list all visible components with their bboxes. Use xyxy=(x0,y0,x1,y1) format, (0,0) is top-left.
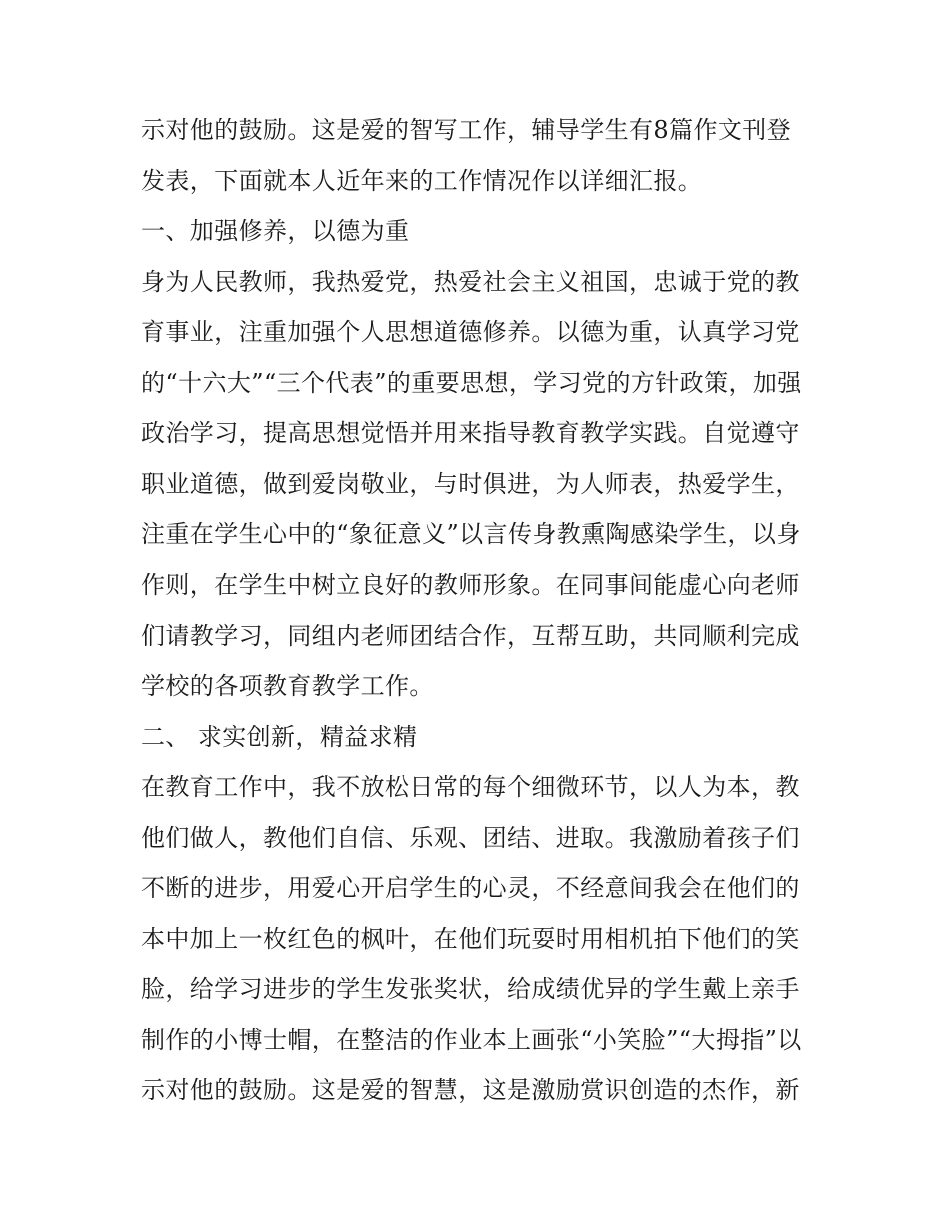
text-line: 他们做人，教他们自信、乐观、团结、进取。我激励着孩子们 xyxy=(141,824,800,852)
text-line: 在教育工作中，我不放松日常的每个细微环节，以人为本，教 xyxy=(141,773,800,801)
text-line: 的“十六大”“三个代表”的重要思想，学习党的方针政策，加强 xyxy=(141,369,802,397)
text-line: 政治学习，提高思想觉悟并用来指导教育教学实践。自觉遵守 xyxy=(141,419,800,447)
text-line: 作则，在学生中树立良好的教师形象。在同事间能虚心向老师 xyxy=(141,571,800,599)
section-heading: 二、 求实创新，精益求精 xyxy=(141,723,418,751)
text-line: 制作的小博士帽，在整洁的作业本上画张“小笑脸”“大拇指”以 xyxy=(141,1026,802,1054)
text-line: 学校的各项教育教学工作。 xyxy=(141,672,434,700)
text-line: 身为人民教师，我热爱党，热爱社会主义祖国，忠诚于党的教 xyxy=(141,268,800,296)
text-line: 示对他的鼓励。这是爱的智慧，这是激励赏识创造的杰作，新 xyxy=(141,1076,800,1104)
text-line: 示对他的鼓励。这是爱的智写工作，辅导学生有8篇作文刊登 xyxy=(141,116,792,144)
text-line: 育事业，注重加强个人思想道德修养。以德为重，认真学习党 xyxy=(141,318,800,346)
section-heading: 一、加强修养，以德为重 xyxy=(141,217,410,245)
text-line: 不断的进步，用爱心开启学生的心灵，不经意间我会在他们的 xyxy=(141,874,800,902)
text-line: 发表，下面就本人近年来的工作情况作以详细汇报。 xyxy=(141,167,703,195)
text-line: 职业道德，做到爱岗敬业，与时俱进，为人师表，热爱学生， xyxy=(141,470,800,498)
text-line: 脸，给学习进步的学生发张奖状，给成绩优异的学生戴上亲手 xyxy=(141,975,800,1003)
text-line: 们请教学习，同组内老师团结合作，互帮互助，共同顺利完成 xyxy=(141,622,800,650)
text-line: 注重在学生心中的“象征意义”以言传身教熏陶感染学生，以身 xyxy=(141,520,801,548)
text-line: 本中加上一枚红色的枫叶，在他们玩耍时用相机拍下他们的笑 xyxy=(141,925,800,953)
